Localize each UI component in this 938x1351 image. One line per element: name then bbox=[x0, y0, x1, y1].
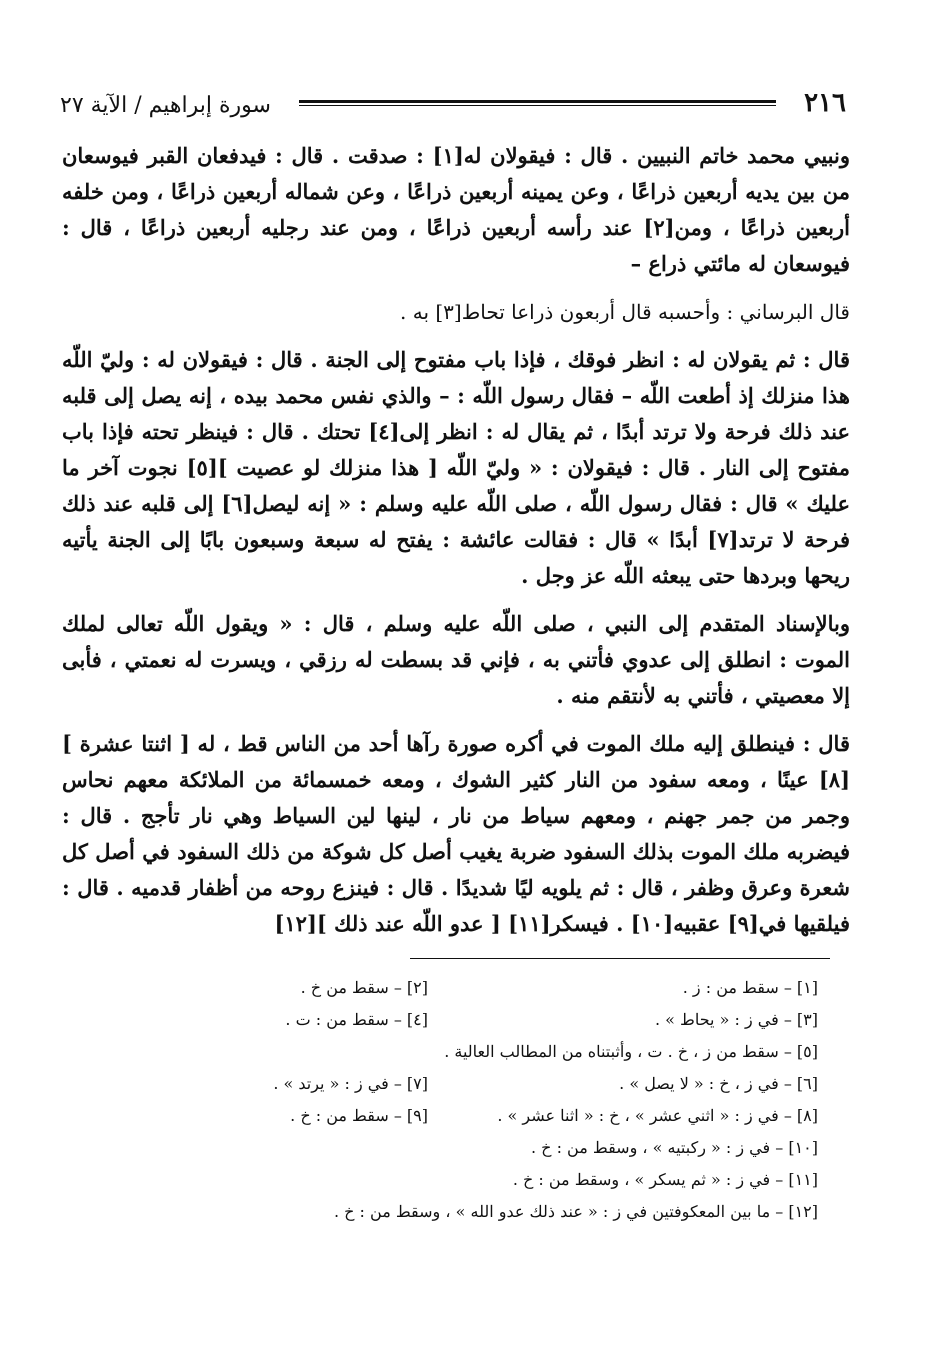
header-rule bbox=[299, 100, 776, 106]
paragraph: قال : فينطلق إليه ملك الموت في أكره صورة رآها أحد من الناس قط ، له [ اثنتا عشرة ][٨] عينًا ، ومعه سفود من النار كثير الشوك ، ومعه خمسمائة من الملائكة معهم نحاس وجمر من جمر جهنم ، ومعهم سياط من نار ، لينها لين السياط وهي نار تأجج . قال : فيضربه ملك الموت بذلك السفود ضربة يغيب أصل كل شوكة من ذلك السفود في أصل كل شعرة وعرق وظفر ، قال : ثم يلويه ليًا شديدًا . قال : فينزع روحه من أظفار قدميه . قال : فيلقيها في[٩] عقبيه[١٠] . فيسكر[١١] [ عدو اللّه عند ذلك ][١٢] bbox=[62, 731, 850, 936]
footnote: [٩] – سقط من : خ . bbox=[290, 1106, 428, 1125]
footnote-row bbox=[170, 1004, 818, 1036]
footnote: [٥] – سقط من ز ، خ . ت ، وأثبتناه من المطالب العالية . bbox=[444, 1042, 818, 1061]
paragraph: قال البرساني : وأحسبه قال أربعون ذراعا تحاط[٣] به . bbox=[400, 300, 850, 324]
footnote: [١٠] – في ز : « ركبتيه » ، وسقط من : خ . bbox=[530, 1138, 818, 1157]
footnote: [١] – سقط من : ز . bbox=[682, 978, 818, 997]
main-text bbox=[62, 138, 850, 954]
footnote: [١١] – في ز : « ثم يسكر » ، وسقط من : خ . bbox=[512, 1170, 818, 1189]
footnote: [٧] – في ز : « يرتد » . bbox=[273, 1074, 428, 1093]
running-title: سورة إبراهيم / الآية ٢٧ bbox=[60, 93, 271, 118]
footnote: [٦] – في ز ، خ : « لا يصل » . bbox=[619, 1074, 818, 1093]
page-number: ٢١٦ bbox=[804, 88, 846, 118]
paragraph: وبالإسناد المتقدم إلى النبي ، صلى اللّه عليه وسلم ، قال : « ويقول اللّه تعالى لملك الموت : انطلق إلى عدوي فأتني به ، فإني قد بسطت له رزقي ، ويسرت له نعمتي ، فأبى إلا معصيتي ، فأتني به لأنتقم منه . bbox=[62, 611, 850, 708]
paragraph: ونبيي محمد خاتم النبيين . قال : فيقولان له[١] : صدقت . قال : فيدفعان القبر فيوسعان من بين يديه أربعين ذراعًا ، وعن يمينه أربعين ذراعًا ، وعن شماله أربعين ذراعًا ، ومن خلفه أربعين ذراعًا ، ومن[٢] عند رأسه أربعين ذراعًا ، ومن عند رجليه أربعين ذراعًا ، قال : فيوسعان له مائتي ذراع – bbox=[62, 143, 850, 276]
footnote-row bbox=[170, 1132, 818, 1164]
page-header bbox=[60, 78, 846, 118]
footnote-row bbox=[170, 1196, 818, 1228]
footnote: [١٢] – ما بين المعكوفتين في ز : « عند ذلك عدو الله » ، وسقط من : خ . bbox=[333, 1202, 818, 1221]
footnotes bbox=[170, 972, 818, 1228]
footnote-row bbox=[170, 972, 818, 1004]
footnote-row bbox=[170, 1068, 818, 1100]
footnote-row bbox=[170, 1036, 818, 1068]
footnote: [٢] – سقط من خ . bbox=[300, 978, 428, 997]
paragraph: قال : ثم يقولان له : انظر فوقك ، فإذا باب مفتوح إلى الجنة . قال : فيقولان له : وليّ اللّه هذا منزلك إذ أطعت اللّه – فقال رسول اللّه : – والذي نفس محمد بيده ، إنه يصل إلى قلبه عند ذلك فرحة ولا ترتد أبدًا ، ثم يقال له : انظر إلى[٤] تحتك . قال : فينظر تحته فإذا باب مفتوح إلى النار . قال : فيقولان : « وليّ اللّه [ هذا منزلك لو عصيت ][٥] نجوت آخر ما عليك » قال : فقال رسول اللّه ، صلى اللّه عليه وسلم : « إنه ليصل[٦] إلى قلبه عند ذلك فرحة لا ترتد[٧] أبدًا » قال : فقالت عائشة : يفتح له سبعة وسبعون بابًا إلى الجنة يأتيه ريحها وبردها حتى يبعثه اللّه عز وجل . bbox=[62, 347, 851, 588]
footnote-rule bbox=[410, 958, 830, 959]
footnote-row bbox=[170, 1100, 818, 1132]
footnote: [٤] – سقط من : ت . bbox=[285, 1010, 428, 1029]
footnote-row bbox=[170, 1164, 818, 1196]
footnote: [٨] – في ز : « اثني عشر » ، خ : « اثنا عشر » . bbox=[497, 1106, 818, 1125]
footnote: [٣] – في ز : « يحاط » . bbox=[655, 1010, 818, 1029]
